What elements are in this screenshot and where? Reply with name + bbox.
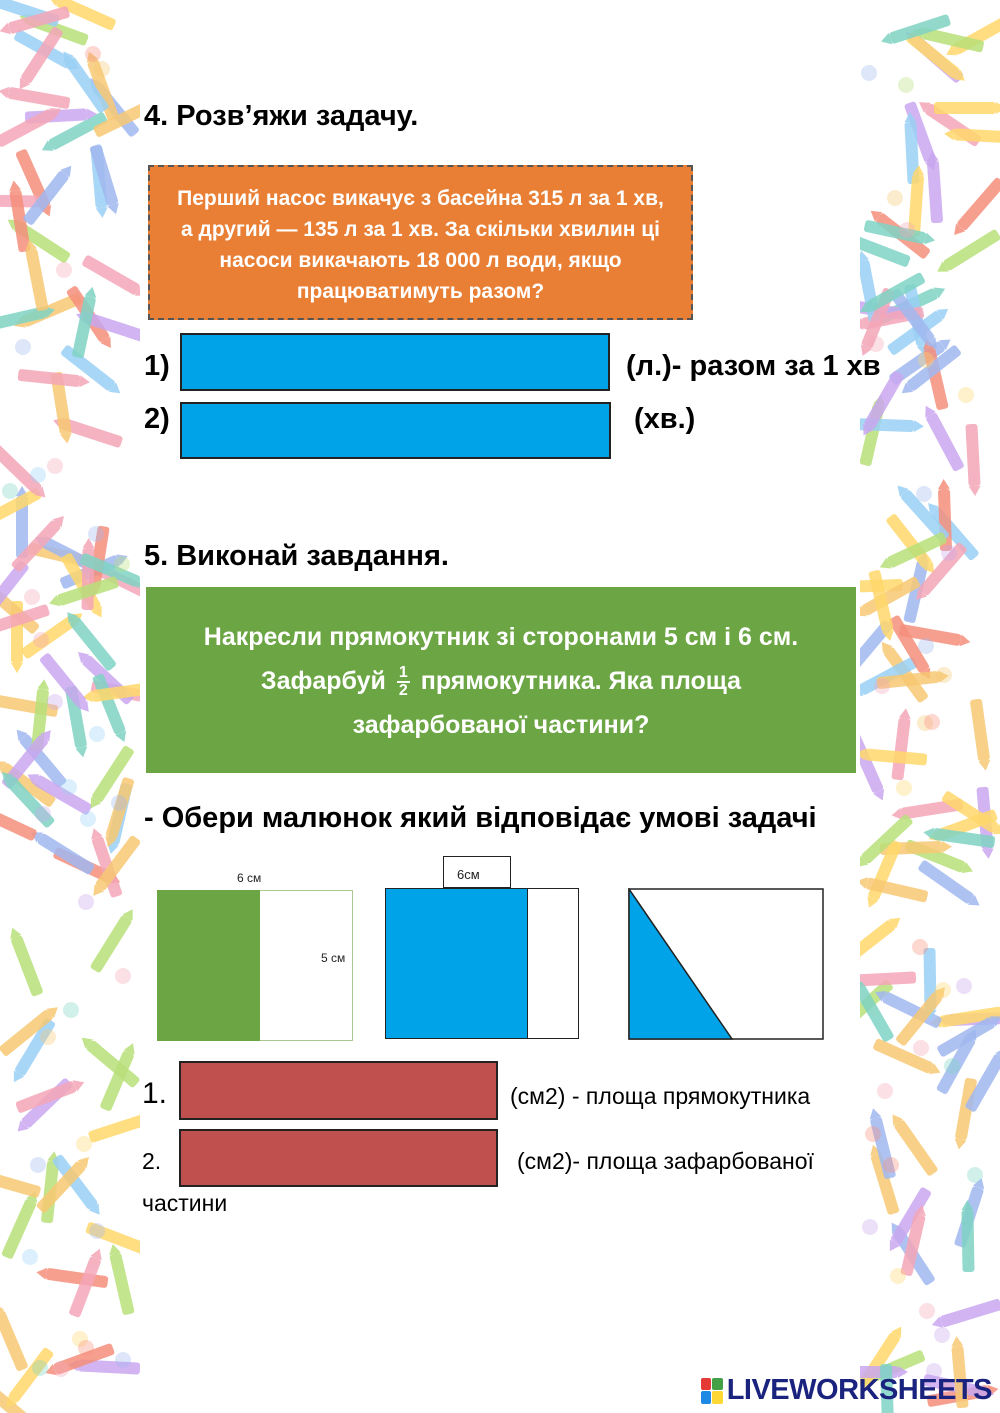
problem-line: а другий — 135 л за 1 хв. За скільки хвилин ці (180, 218, 660, 241)
dot-decoration (958, 387, 974, 403)
task5-row2-number: 2. (142, 1148, 162, 1174)
dot-decoration (32, 1360, 48, 1376)
dot-decoration (941, 545, 957, 561)
brand-name: LIVEWORKSHEETS (726, 1374, 992, 1406)
width-label: 6 см (237, 871, 262, 885)
dot-decoration (78, 894, 94, 910)
dot-decoration (887, 190, 903, 206)
problem-line: насоси викачають 18 000 л води, якщо (219, 249, 622, 272)
pencil-decoration (7, 87, 70, 110)
dot-decoration (76, 1136, 92, 1152)
problem-line: працюватимуть разом? (296, 280, 545, 303)
dot-decoration (936, 667, 952, 683)
dot-decoration (94, 61, 110, 77)
pencil-decoration (965, 424, 980, 487)
dot-decoration (862, 1219, 878, 1235)
problem-line: зафарбованої частини? (352, 711, 650, 739)
fraction-denominator: 2 (398, 682, 408, 700)
choose-picture-instruction: - Обери малюнок який відповідає умові задачі (144, 802, 817, 834)
dot-decoration (890, 1268, 906, 1284)
picture-option-3[interactable] (628, 888, 824, 1040)
picture-option-2[interactable] (385, 856, 580, 1040)
dot-decoration (877, 1083, 893, 1099)
task5-problem-box (146, 587, 856, 773)
dot-decoration (40, 1029, 56, 1045)
dot-decoration (22, 1249, 38, 1265)
liveworksheets-icon (701, 1378, 723, 1404)
dot-decoration (924, 714, 940, 730)
fraction-one-half (397, 665, 410, 699)
dot-decoration (874, 678, 890, 694)
pencil-decoration (860, 732, 884, 794)
dot-decoration (24, 589, 40, 605)
dot-decoration (89, 726, 105, 742)
task4-row1-number: 1) (144, 350, 170, 382)
pencil-decoration (940, 1298, 1000, 1328)
picture-option-1[interactable] (157, 865, 353, 1041)
pencil-decoration (18, 369, 81, 387)
pencil-decoration (109, 1252, 135, 1315)
dot-decoration (967, 1167, 983, 1183)
pencil-decoration (954, 128, 1000, 143)
pencil-decoration (89, 915, 132, 974)
dot-decoration (956, 978, 972, 994)
dot-decoration (944, 1058, 960, 1074)
dot-decoration (47, 458, 63, 474)
pencil-border-right (860, 0, 1000, 1413)
pencil-decoration (0, 1310, 29, 1372)
dot-decoration (918, 638, 934, 654)
dot-decoration (53, 1361, 69, 1377)
pencil-decoration (860, 971, 916, 986)
dot-decoration (88, 526, 104, 542)
dot-decoration (89, 1223, 105, 1239)
dot-decoration (899, 222, 915, 238)
dot-decoration (896, 780, 912, 796)
pencil-decoration (956, 177, 1000, 232)
task4-row1-unit: (л.)- разом за 1 хв (626, 350, 881, 382)
dot-decoration (861, 65, 877, 81)
dot-decoration (883, 1157, 899, 1173)
unshaded-half (260, 890, 353, 1041)
dot-decoration (78, 1340, 94, 1356)
shaded-half (157, 890, 260, 1041)
dot-decoration (80, 811, 96, 827)
problem-text: прямокутника. Яка площа (420, 667, 742, 695)
problem-text: Зафарбуй (260, 667, 386, 695)
task4-problem-box (148, 165, 693, 320)
dot-decoration (114, 556, 130, 572)
liveworksheets-logo (701, 1374, 992, 1407)
pencil-decoration (25, 248, 49, 311)
problem-line: Накресли прямокутник зі сторонами 5 см і 6 см. (203, 623, 799, 651)
pencil-decoration (10, 935, 43, 997)
pencil-border-left (0, 0, 140, 1413)
dot-decoration (916, 486, 932, 502)
dot-decoration (15, 339, 31, 355)
task5-row1-number: 1. (142, 1077, 168, 1110)
pencil-decoration (37, 832, 96, 875)
pencil-decoration (860, 919, 896, 967)
rectangle-area-field[interactable] (179, 1061, 498, 1120)
shaded-area-field[interactable] (179, 1129, 498, 1187)
dot-decoration (115, 1352, 131, 1368)
pencil-decoration (0, 1170, 41, 1199)
dot-decoration (2, 483, 18, 499)
task5-row2-unit-cont: частини (142, 1190, 228, 1216)
pencil-decoration (88, 1113, 140, 1144)
problem-line (146, 659, 856, 703)
dot-decoration (30, 1157, 46, 1173)
task5-heading: 5. Виконай завдання. (144, 540, 449, 572)
pencil-decoration (893, 1119, 938, 1177)
fraction-numerator: 1 (398, 664, 408, 682)
dot-decoration (934, 1327, 950, 1343)
pencil-decoration (934, 102, 996, 114)
dot-decoration (47, 694, 63, 710)
dot-decoration (30, 467, 46, 483)
dot-decoration (935, 982, 951, 998)
dot-decoration (35, 806, 51, 822)
dot-decoration (918, 352, 934, 368)
task5-row2-unit: (см2)- площа зафарбованої (517, 1148, 814, 1174)
pencil-decoration (68, 1256, 101, 1318)
pencil-decoration (970, 698, 991, 761)
dot-decoration (919, 1303, 935, 1319)
dot-decoration (898, 77, 914, 93)
pencil-decoration (925, 412, 965, 472)
pencil-decoration (891, 717, 910, 780)
shaded-part (385, 888, 528, 1039)
task4-row2-unit: (хв.) (634, 403, 696, 435)
task4-heading: 4. Розв’яжи задачу. (144, 100, 419, 132)
problem-line: Перший насос викачує з басейна 315 л за 1 хв, (177, 187, 664, 210)
dot-decoration (912, 939, 928, 955)
dot-decoration (63, 1002, 79, 1018)
task5-row1-unit: (см2) - площа прямокутника (510, 1083, 811, 1109)
dot-decoration (913, 1040, 929, 1056)
pencil-decoration (45, 1268, 108, 1289)
pencil-decoration (961, 1210, 974, 1272)
width-label: 6см (457, 867, 480, 882)
dot-decoration (111, 795, 127, 811)
dot-decoration (61, 779, 77, 795)
task4-answer2-field[interactable] (180, 402, 611, 459)
dot-decoration (865, 1126, 881, 1142)
task4-answer1-field[interactable] (180, 333, 610, 391)
dot-decoration (85, 46, 101, 62)
dot-decoration (33, 632, 49, 648)
height-label: 5 см (321, 951, 346, 965)
pencil-decoration (943, 228, 1000, 271)
pencil-decoration (865, 748, 928, 765)
dot-decoration (56, 262, 72, 278)
dot-decoration (115, 968, 131, 984)
task4-row2-number: 2) (144, 403, 170, 435)
